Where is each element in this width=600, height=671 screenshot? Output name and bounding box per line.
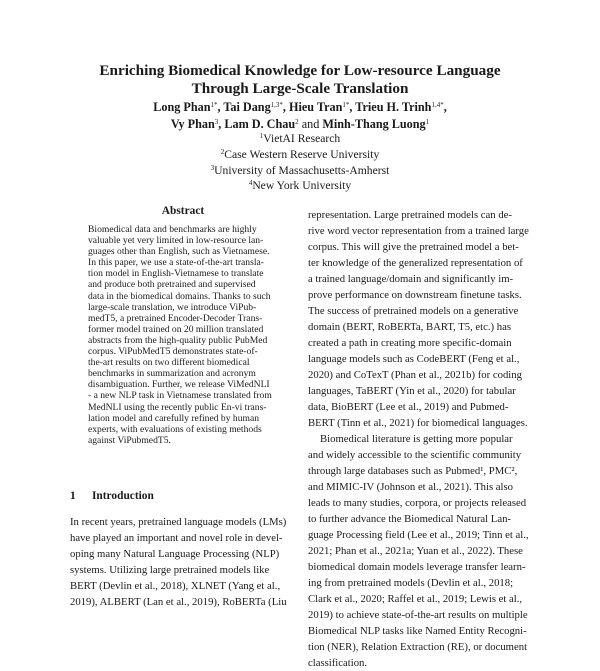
text-line: against ViPubmedT5. — [88, 434, 171, 446]
text-line: ter knowledge of the generalized representation of — [308, 257, 523, 269]
author-affiliation-marker: 2 — [295, 118, 299, 126]
text-line: a trained language/domain and significantly im- — [308, 273, 514, 285]
text-line: systems. Utilizing large pretrained models like — [70, 564, 270, 576]
text-line: ing from pretrained models (Devlin et al., 2018; — [308, 577, 514, 589]
text-line: Biomedical NLP tasks like Named Entity Recogni- — [308, 625, 527, 637]
text-line: Biomedical data and benchmarks are highly — [88, 224, 257, 235]
paper-title — [0, 62, 600, 98]
text-line: leads to many studies, corpora, or projects released — [308, 497, 527, 509]
text-line: guage Processing field (Lee et al., 2019; Tinn et al., — [308, 529, 529, 541]
text-line: tion model in English-Vietnamese to translate — [88, 268, 264, 280]
author-name: Trieu H. Trinh — [355, 100, 432, 114]
title-line: Enriching Biomedical Knowledge for Low-resource Language — [99, 62, 501, 79]
text-line: and widely accessible to the scientific community — [308, 449, 522, 461]
text-line: former model trained on 20 million translated — [88, 323, 264, 335]
text-line: - a new NLP task in Vietnamese translated from — [88, 390, 272, 402]
text-line: 2020) and CoTexT (Phan et al., 2021b) for coding — [308, 369, 522, 381]
text-line: corpus. This will give the pretrained model a bet- — [308, 241, 519, 253]
title-line: Through Large-Scale Translation — [191, 80, 409, 97]
text-line: data in the biomedical domains. Thanks to such — [88, 290, 271, 302]
author-affiliation-marker: 1,4* — [431, 101, 444, 109]
text-line: rive word vector representation from a trained large — [308, 225, 529, 237]
text-line: tion (NER), Relation Extraction (RE), or document — [308, 641, 528, 653]
author-name: Tai Dang — [223, 100, 271, 114]
text-line: In this paper, we use a state-of-the-art transla- — [88, 257, 264, 269]
author-affiliation-marker: 1,3* — [270, 101, 283, 109]
text-line: oping many Natural Language Processing (NLP) — [70, 548, 280, 560]
text-line: guages other than English, such as Vietnamese. — [88, 246, 270, 258]
text-line: MedNLI using the recently public En-vi trans- — [88, 401, 267, 413]
text-line: and MIMIC-IV (Johnson et al., 2021). This also — [308, 481, 514, 493]
affiliation: $^4$New York University — [248, 179, 352, 193]
text-line: lation model and carefully refined by human — [88, 412, 260, 424]
abstract-body — [88, 224, 278, 446]
introduction-body — [70, 514, 296, 610]
text-line: large-scale translation, we introduce ViPub- — [88, 301, 257, 313]
text-line: data, BioBERT (Lee et al., 2019) and Pubmed- — [308, 401, 509, 413]
text-line: experts, with evaluations of existing methods — [88, 423, 262, 435]
text-line: BERT (Devlin et al., 2018), XLNET (Yang et al., — [70, 580, 281, 592]
section-heading — [70, 490, 154, 502]
text-line: Biomedical literature is getting more popular — [320, 433, 513, 445]
author-affiliation-marker: 1* — [342, 101, 350, 109]
author-line: Long Phan$^{1*}$, Tai Dang$^{1,3*}$, Hieu Tran$^{1*}$, Trieu H. Trinh$^{1,4*}$, — [153, 100, 447, 114]
text-line: domain (BERT, RoBERTa, BART, T5, etc.) has — [308, 321, 512, 333]
text-line: BERT (Tinn et al., 2021) for biomedical languages. — [308, 417, 528, 429]
affiliation: $^3$University of Massachusetts-Amherst — [210, 163, 390, 177]
text-line: classification. — [308, 657, 368, 669]
text-line: have played an important and novel role in devel- — [70, 532, 283, 544]
affiliation: $^2$Case Western Reserve University — [220, 147, 380, 161]
author-name: Lam D. Chau — [224, 117, 296, 131]
text-line: benchmarks in summarization and acronym — [88, 368, 256, 380]
author-affiliation-marker: 1* — [210, 101, 218, 109]
text-line: Clark et al., 2020; Raffel et al., 2019; Lewis et al., — [308, 593, 523, 605]
text-line: prove performance on downstream finetune tasks. — [308, 289, 522, 301]
author-name: Vy Phan — [170, 117, 215, 131]
section-number: 1 — [70, 490, 76, 502]
text-line: created a path in creating more specific-domain — [308, 337, 512, 349]
text-line: and produce both pretrained and supervised — [88, 279, 256, 291]
text-line: In recent years, pretrained language models (LMs) — [70, 516, 287, 528]
text-line: through large databases such as Pubmed¹, PMC², — [308, 465, 518, 477]
author-line: Vy Phan$^3$, Lam D. Chau$^2$ and Minh-Thang Luong$^1$ — [170, 117, 430, 131]
author-name: Hieu Tran — [289, 100, 343, 114]
author-affiliation-marker: 1 — [425, 118, 430, 126]
author-name: Long Phan — [153, 100, 211, 114]
text-line: the-art results on two different biomedical — [88, 357, 250, 369]
right-column-body — [308, 207, 536, 671]
text-line: 2019) to achieve state-of-the-art results on multiple — [308, 609, 528, 621]
text-line: The success of pretrained models on a generative — [308, 305, 519, 317]
text-line: 2021; Phan et al., 2021a; Yuan et al., 2022). These — [308, 545, 523, 557]
affiliation-list — [0, 131, 600, 194]
author-conjunction: and — [301, 117, 320, 131]
text-line: representation. Large pretrained models can de- — [308, 209, 512, 221]
text-line: medT5, a pretrained Encoder-Decoder Trans- — [88, 312, 263, 324]
text-line: valuable yet very limited in low-resource lan- — [88, 235, 264, 247]
text-line: languages, TaBERT (Yin et al., 2020) for tabular — [308, 385, 516, 397]
text-line: language models such as CodeBERT (Feng et al., — [308, 353, 520, 365]
text-line: biomedical domain models leverage transfer learn- — [308, 561, 526, 573]
section-title: Introduction — [92, 490, 154, 502]
text-line: corpus. ViPubMedT5 demonstrates state-of- — [88, 346, 258, 358]
text-line: to further advance the Biomedical Natural Lan- — [308, 513, 511, 525]
author-list — [0, 99, 600, 133]
affiliation: $^1$VietAI Research — [259, 132, 341, 145]
author-affiliation-marker: 3 — [214, 118, 219, 126]
text-line: 2019), ALBERT (Lan et al., 2019), RoBERTa (Liu — [70, 596, 287, 608]
text-line: disambiguation. Further, we release ViMedNLI — [88, 379, 270, 391]
text-line: abstracts from the high-quality public PubMed — [88, 334, 268, 346]
abstract-heading: Abstract — [161, 205, 205, 217]
author-name: Minh-Thang Luong — [322, 117, 426, 131]
